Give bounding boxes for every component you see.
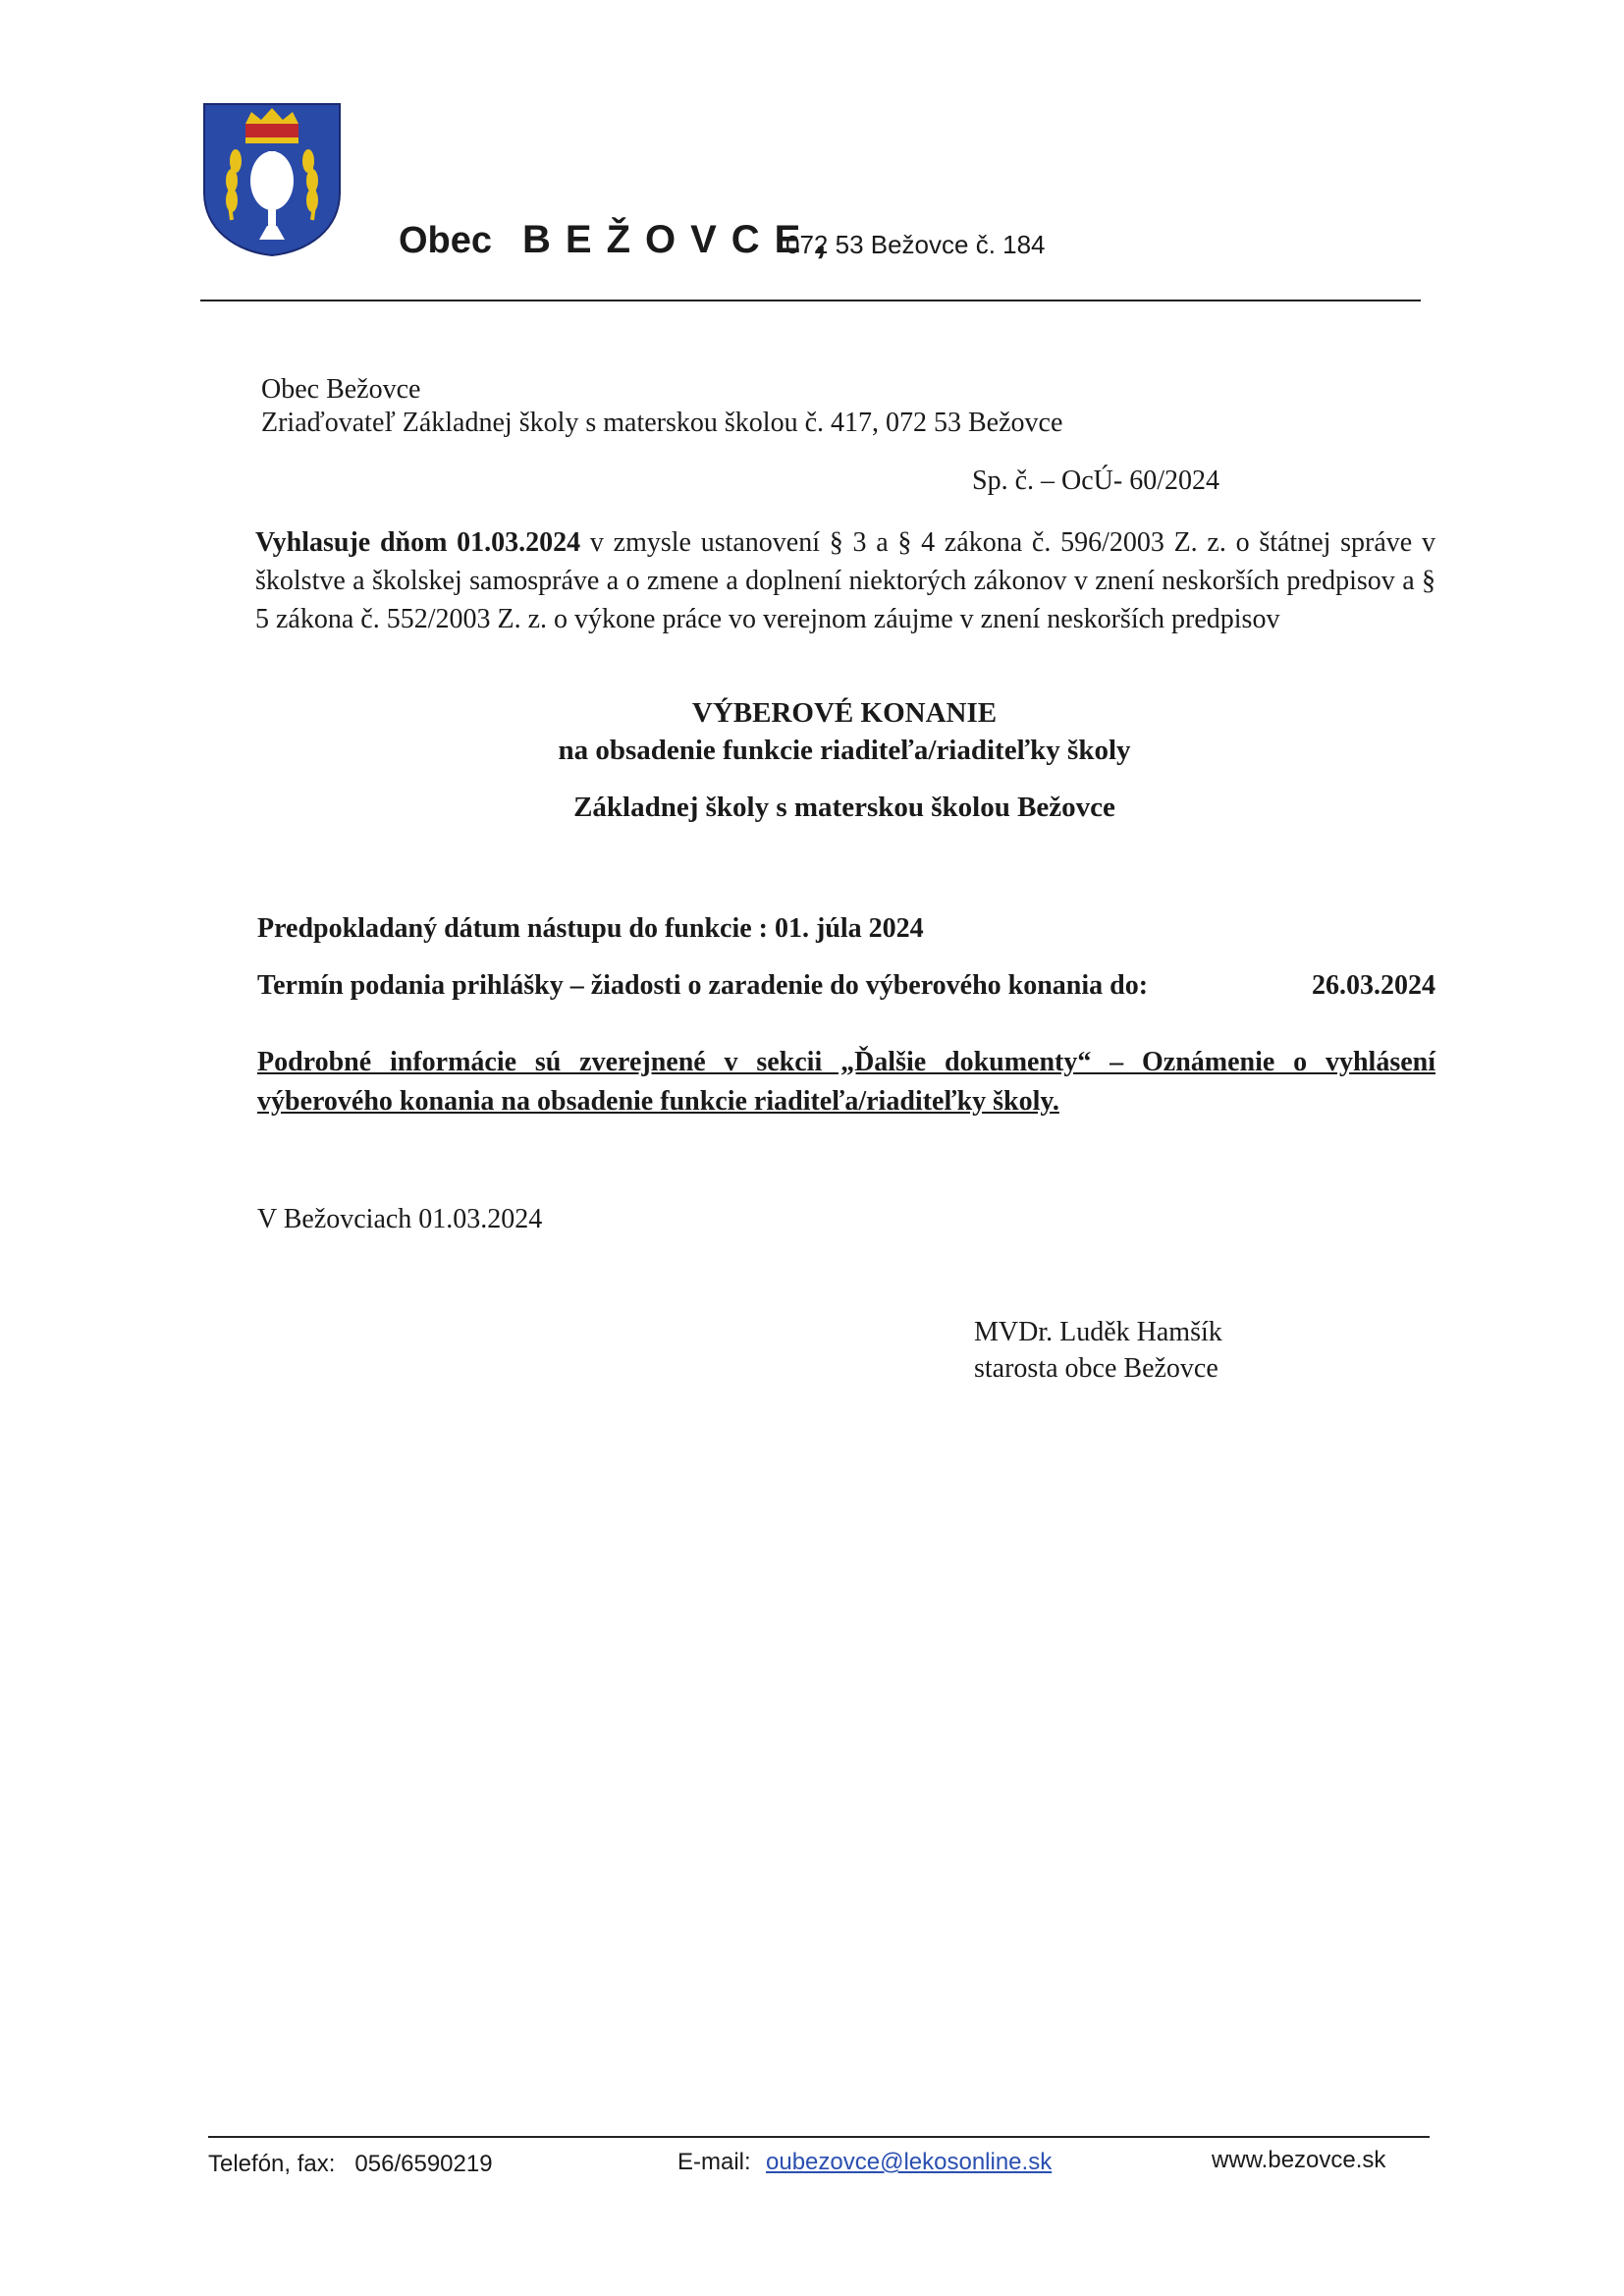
footer-email-label: E-mail: (677, 2149, 751, 2175)
header-municipality-name: BEŽOVCE, (522, 218, 841, 261)
coat-of-arms-icon (202, 102, 342, 257)
place-and-date: V Bežovciach 01.03.2024 (257, 1204, 543, 1234)
footer-website: www.bezovce.sk (1212, 2147, 1386, 2173)
addressee-line-1: Obec Bežovce (261, 374, 421, 405)
footer-email-link[interactable]: oubezovce@lekosonline.sk (766, 2149, 1053, 2175)
intro-paragraph (255, 523, 1435, 638)
signatory-name: MVDr. Luděk Hamšík (974, 1317, 1222, 1347)
header-obec: Obec (399, 220, 493, 261)
application-deadline (257, 970, 1435, 1002)
footer-divider (208, 2136, 1430, 2138)
heading-school: Základnej školy s materskou školou Bežovce (573, 792, 1115, 823)
signatory-role: starosta obce Bežovce (974, 1353, 1218, 1384)
info-notice: Podrobné informácie sú zverejnené v sekcii „Ďalšie dokumenty“ – Oznámenie o vyhlásení výberového konania na obsadenie funkcie riaditeľa/riaditeľky školy. (257, 1047, 1435, 1117)
header-divider (200, 300, 1421, 301)
heading-subtitle: na obsadenie funkcie riaditeľa/riaditeľky školy (558, 735, 1131, 766)
addressee (261, 373, 1062, 440)
intro-lead: Vyhlasuje dňom 01.03.2024 (255, 527, 581, 558)
heading-title: VÝBEROVÉ KONANIE (691, 697, 998, 729)
deadline-label: Termín podania prihlášky – žiadosti o zaradenie do výberového konania do: (257, 970, 1149, 1001)
addressee-line-2: Zriaďovateľ Základnej školy s materskou školou č. 417, 072 53 Bežovce (261, 408, 1063, 438)
deadline-date: 26.03.2024 (1312, 970, 1435, 1001)
intro-text: v zmysle ustanovení § 3 a § 4 zákona č. 596/2003 Z. z. o štátnej správe v školstve a školskej samospráve a o zmene a doplnení niektorých zákonov v znení neskorších predpisov a § 5 zákona č. 552/2003 Z. z. o výkone práce vo verejnom záujme v znení neskorších predpisov (255, 527, 1435, 634)
start-date: Predpokladaný dátum nástupu do funkcie : 01. júla 2024 (257, 913, 924, 944)
reference-number: Sp. č. – OcÚ- 60/2024 (972, 465, 1219, 496)
header-address: 072 53 Bežovce č. 184 (785, 230, 1046, 259)
footer-phone: Telefón, fax: 056/6590219 (208, 2151, 493, 2177)
